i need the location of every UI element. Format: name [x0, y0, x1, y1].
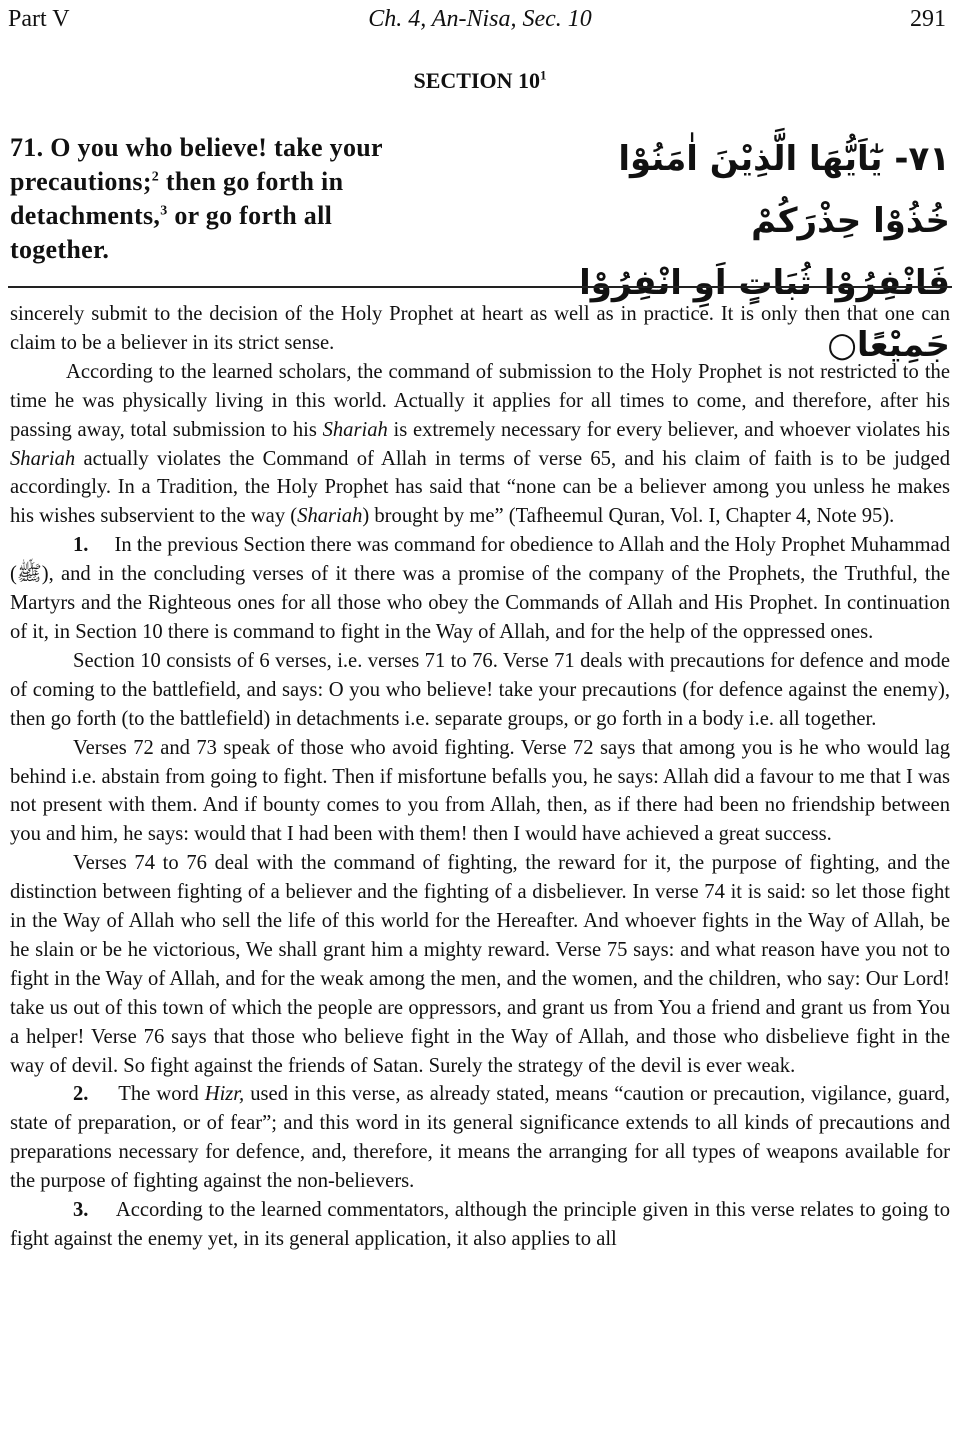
- note-2: 2. The word Hizr, used in this verse, as already stated, means “caution or precaution, vigilance, guard, state of preparation, or of fear”; and this word in its general significance extends to all kinds of precautions and preparations necessary for defence, and, therefore, it means the arranging for all types of weapons available for the purpose of fighting against the non-believers.: [10, 1083, 950, 1193]
- footnote-marker-3: 3: [160, 203, 168, 219]
- part-label: Part V: [8, 6, 70, 32]
- section-title: SECTION 10: [413, 68, 541, 93]
- verse-text-part2: then go forth in detachments,: [10, 167, 344, 230]
- note-3: 3. According to the learned commentators, although the principle given in this verse relates to going to fight against the enemy yet, in its general application, it also applies to all: [10, 1199, 950, 1250]
- note-number: 1.: [73, 534, 89, 557]
- verse-translation: [10, 131, 430, 267]
- paragraph-section-overview: Section 10 consists of 6 verses, i.e. verses 71 to 76. Verse 71 deals with precautions for defence and mode of coming to the battlefield, and says: O you who believe! take your precautions (for defence against the enemy), then go forth (to the battlefield) in detachments i.e. separate groups, or go forth in a body i.e. all together.: [10, 649, 950, 730]
- term-shariah: Shariah: [322, 418, 388, 441]
- page-number: 291: [910, 6, 946, 32]
- paragraph-continuation: sincerely submit to the decision of the Holy Prophet at heart as well as in practice. It is only then that one can claim to be a believer in its strict sense.: [10, 303, 950, 354]
- note-number: 3.: [73, 1199, 89, 1222]
- paragraph-verses-72-73: Verses 72 and 73 speak of those who avoid fighting. Verse 72 says that among you is he who would lag behind i.e. abstain from going to fight. Then if misfortune befalls you, he says: Allah did a favour to me that I was not present with them. And if bounty comes to you from Allah, then, as if there had been no friendship between you and him, he says: would that I had been with them! then I would have achieved a great success.: [10, 736, 950, 846]
- term-hizr: Hizr,: [204, 1083, 245, 1106]
- horizontal-divider: [8, 286, 952, 288]
- section-heading: [0, 66, 960, 96]
- note-1: 1. In the previous Section there was command for obedience to Allah and the Holy Prophet Muhammad (ﷺ), and in the concluding verses of it there was a promise of the company of the Prophets, the Truthful, the Martyrs and the Righteous ones for all those who obey the Commands of Allah and His Prophet. In continuation of it, in Section 10 there is command to fight in the Way of Allah, and for the help of the oppressed ones.: [10, 534, 950, 643]
- paragraph-verses-74-76: Verses 74 to 76 deal with the command of fighting, the reward for it, the purpose of fighting, and the distinction between fighting of a believer and the fighting of a disbeliever. In verse 74 it is said: so let those fight in the Way of Allah who sell the life of this world for the Hereafter. And whoever fights in the Way of Allah, be he slain or be he victorious, We shall grant him a mighty reward. Verse 75 says: and what reason have you not to fight in the Way of Allah, and for the weak among the men, and the women, and the children, who say: Our Lord! take us out of this town of which the people are oppressors, and grant us from You a friend and grant us from You a helper! Verse 76 says that those who believe fight in the Way of Allah, and those who disbelieve fight in the way of devil. So fight against the friends of Satan. Surely the strategy of the devil is ever weak.: [10, 852, 950, 1077]
- term-shariah: Shariah: [297, 505, 363, 528]
- note-number: 2.: [73, 1083, 89, 1106]
- arabic-line-2: فَانْفِرُوْا ثُبَاتٍ اَوِ انْفِرُوْا جَمِيْعًا○: [579, 263, 950, 365]
- arabic-line-1: ٧١- يٰٓاَيُّهَا الَّذِيْنَ اٰمَنُوْا خُذُوْا حِذْرَكُمْ: [618, 139, 950, 241]
- verse-text-part1: 71. O you who believe! take your precautions;: [10, 133, 383, 196]
- footnote-marker-2: 2: [151, 169, 160, 185]
- chapter-label: Ch. 4, An-Nisa, Sec. 10: [368, 6, 592, 32]
- term-shariah: Shariah: [10, 447, 76, 470]
- paragraph-submission: According to the learned scholars, the command of submission to the Holy Prophet is not restricted to the time he was physically living in this world. Actually it applies for all times to come, and therefore, after his passing away, total submission to his Shariah is extremely necessary for every believer, and whoever violates his Shariah actually violates the Command of Allah in terms of verse 65, and his claim of faith is to be judged accordingly. In a Tradition, the Holy Prophet has said that “none can be a believer among you unless he makes his wishes subservient to the way (Shariah) brought by me” (Tafheemul Quran, Vol. I, Chapter 4, Note 95).: [10, 360, 950, 528]
- running-header: [8, 4, 952, 34]
- verse-text-part3: or go forth all together.: [10, 201, 333, 264]
- commentary-body: [10, 300, 950, 1254]
- section-footnote-marker: 1: [540, 67, 547, 83]
